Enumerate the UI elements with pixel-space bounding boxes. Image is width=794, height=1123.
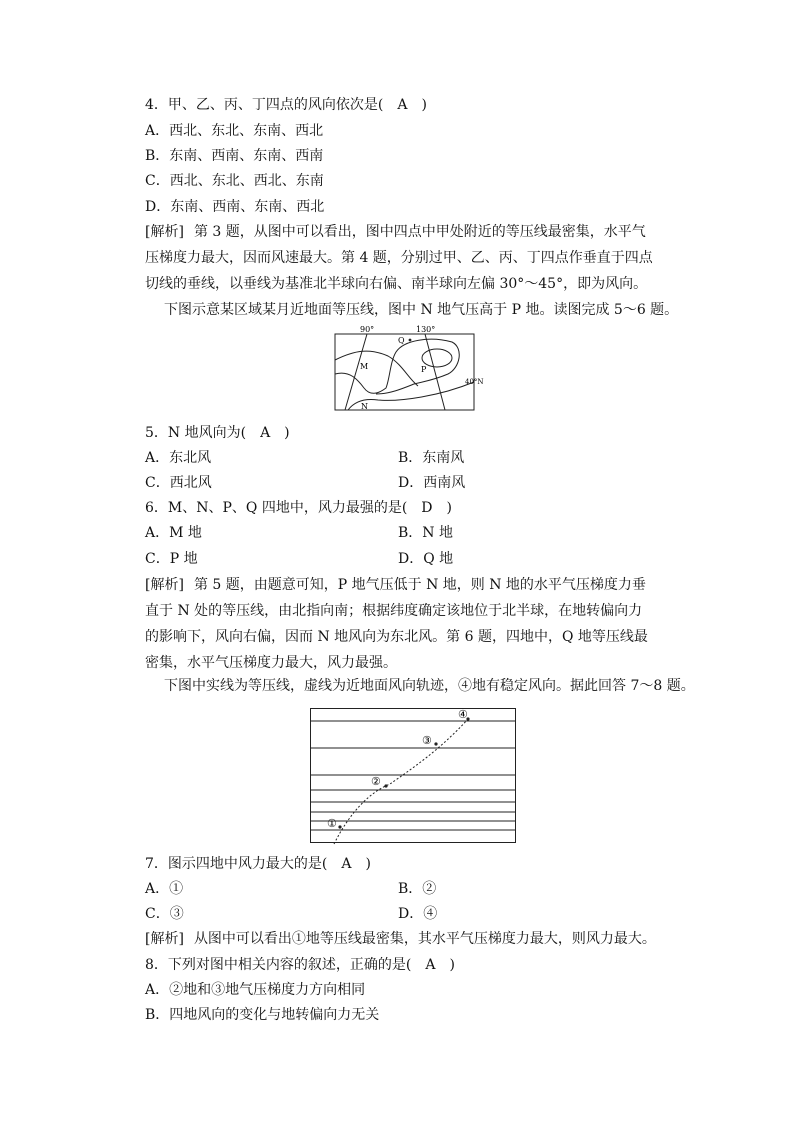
point-n-label: N [361, 402, 368, 411]
q6-option-b: B．N 地 [398, 525, 453, 541]
analysis-3 [145, 930, 656, 948]
point-4-label: ④ [458, 708, 468, 721]
q4-stem: 4．甲、乙、丙、丁四点的风向依次是( A ) [145, 97, 427, 113]
q7-stem: 7．图示四地中风力最大的是( A ) [145, 856, 371, 872]
q5-stem: 5．N 地风向为( A ) [145, 425, 290, 441]
q8-option-b: B．四地风向的变化与地转偏向力无关 [145, 1007, 380, 1023]
q6-stem: 6．M、N、P、Q 四地中，风力最强的是( D ) [145, 500, 452, 516]
intro-5-6: 下图示意某区域某月近地面等压线，图中 N 地气压高于 P 地。读图完成 5～6 题。 [164, 302, 679, 318]
q4-option-a: A．西北、东北、东南、西北 [145, 123, 324, 139]
q5-option-d: D．西南风 [398, 475, 466, 491]
longitude-label-90: 90° [360, 325, 375, 334]
isobar [335, 351, 418, 386]
q6-option-a: A．M 地 [145, 525, 202, 541]
q6-option-c: C．P 地 [145, 551, 198, 567]
latitude-label: 40°N [465, 378, 484, 386]
longitude-label-130: 130° [416, 325, 436, 334]
point-2-label: ② [371, 775, 381, 788]
q7-option-c: C．③ [145, 906, 184, 922]
q4-option-b: B．东南、西南、东南、西南 [145, 148, 324, 164]
q7-option-b: B．② [398, 881, 437, 897]
q5-option-a: A．东北风 [145, 450, 212, 466]
point-3-label: ③ [422, 734, 432, 747]
analysis-tag: [解析] [145, 224, 184, 240]
q8-option-a: A．②地和③地气压梯度力方向相同 [145, 982, 366, 998]
analysis-tag: [解析] [145, 931, 184, 947]
q5-option-c: C．西北风 [145, 475, 212, 491]
point-1-label: ① [327, 817, 337, 830]
isobar-map-figure [330, 322, 484, 414]
point-3-marker [434, 742, 437, 745]
point-2-marker [384, 784, 387, 787]
q6-option-d: D．Q 地 [398, 551, 454, 567]
q7-option-d: D．④ [398, 906, 438, 922]
meridian-90 [345, 334, 367, 410]
q8-stem: 8．下列对图中相关内容的叙述，正确的是( A ) [145, 957, 455, 973]
meridian-130 [425, 334, 445, 410]
point-m-label: M [360, 362, 369, 371]
point-q-label: Q [398, 336, 405, 345]
q5-option-b: B．东南风 [398, 450, 465, 466]
analysis-text: 第 3 题，从图中可以看出，图中四点中甲处附近的等压线最密集，水平气压梯度力最大，因而风速最大。第 4 题，分别过甲、乙、丙、丁四点作垂直于四点切线的垂线，以垂线为基准北半球向右偏、南半球向左偏 30°～45°，即为风向。 [145, 224, 653, 292]
analysis-text: 第 5 题，由题意可知，P 地气压低于 N 地，则 N 地的水平气压梯度力垂直于 N 处的等压线，由北指向南；根据纬度确定该地位于北半球，在地转偏向力的影响下，风向右偏，因而 N 地风向为东北风。第 6 题，四地中，Q 地等压线最密集，水平气压梯度力最大，风力最强。 [145, 577, 648, 671]
low-pressure-center [422, 349, 452, 367]
q4-option-c: C．西北、东北、西北、东南 [145, 173, 324, 189]
wind-track [334, 719, 468, 844]
analysis-2 [145, 572, 655, 676]
point-1-marker [338, 825, 341, 828]
point-q-marker [409, 339, 412, 342]
analysis-text: 从图中可以看出①地等压线最密集，其水平气压梯度力最大，则风力最大。 [193, 931, 656, 947]
intro-7-8: 下图中实线为等压线，虚线为近地面风向轨迹，④地有稳定风向。据此回答 7～8 题。 [164, 678, 695, 694]
q4-option-d: D．东南、西南、东南、西北 [145, 199, 325, 215]
point-p-label: P [421, 365, 427, 374]
wind-track-figure [310, 704, 516, 844]
q7-option-a: A．① [145, 881, 184, 897]
analysis-tag: [解析] [145, 577, 184, 593]
analysis-1 [145, 219, 655, 297]
